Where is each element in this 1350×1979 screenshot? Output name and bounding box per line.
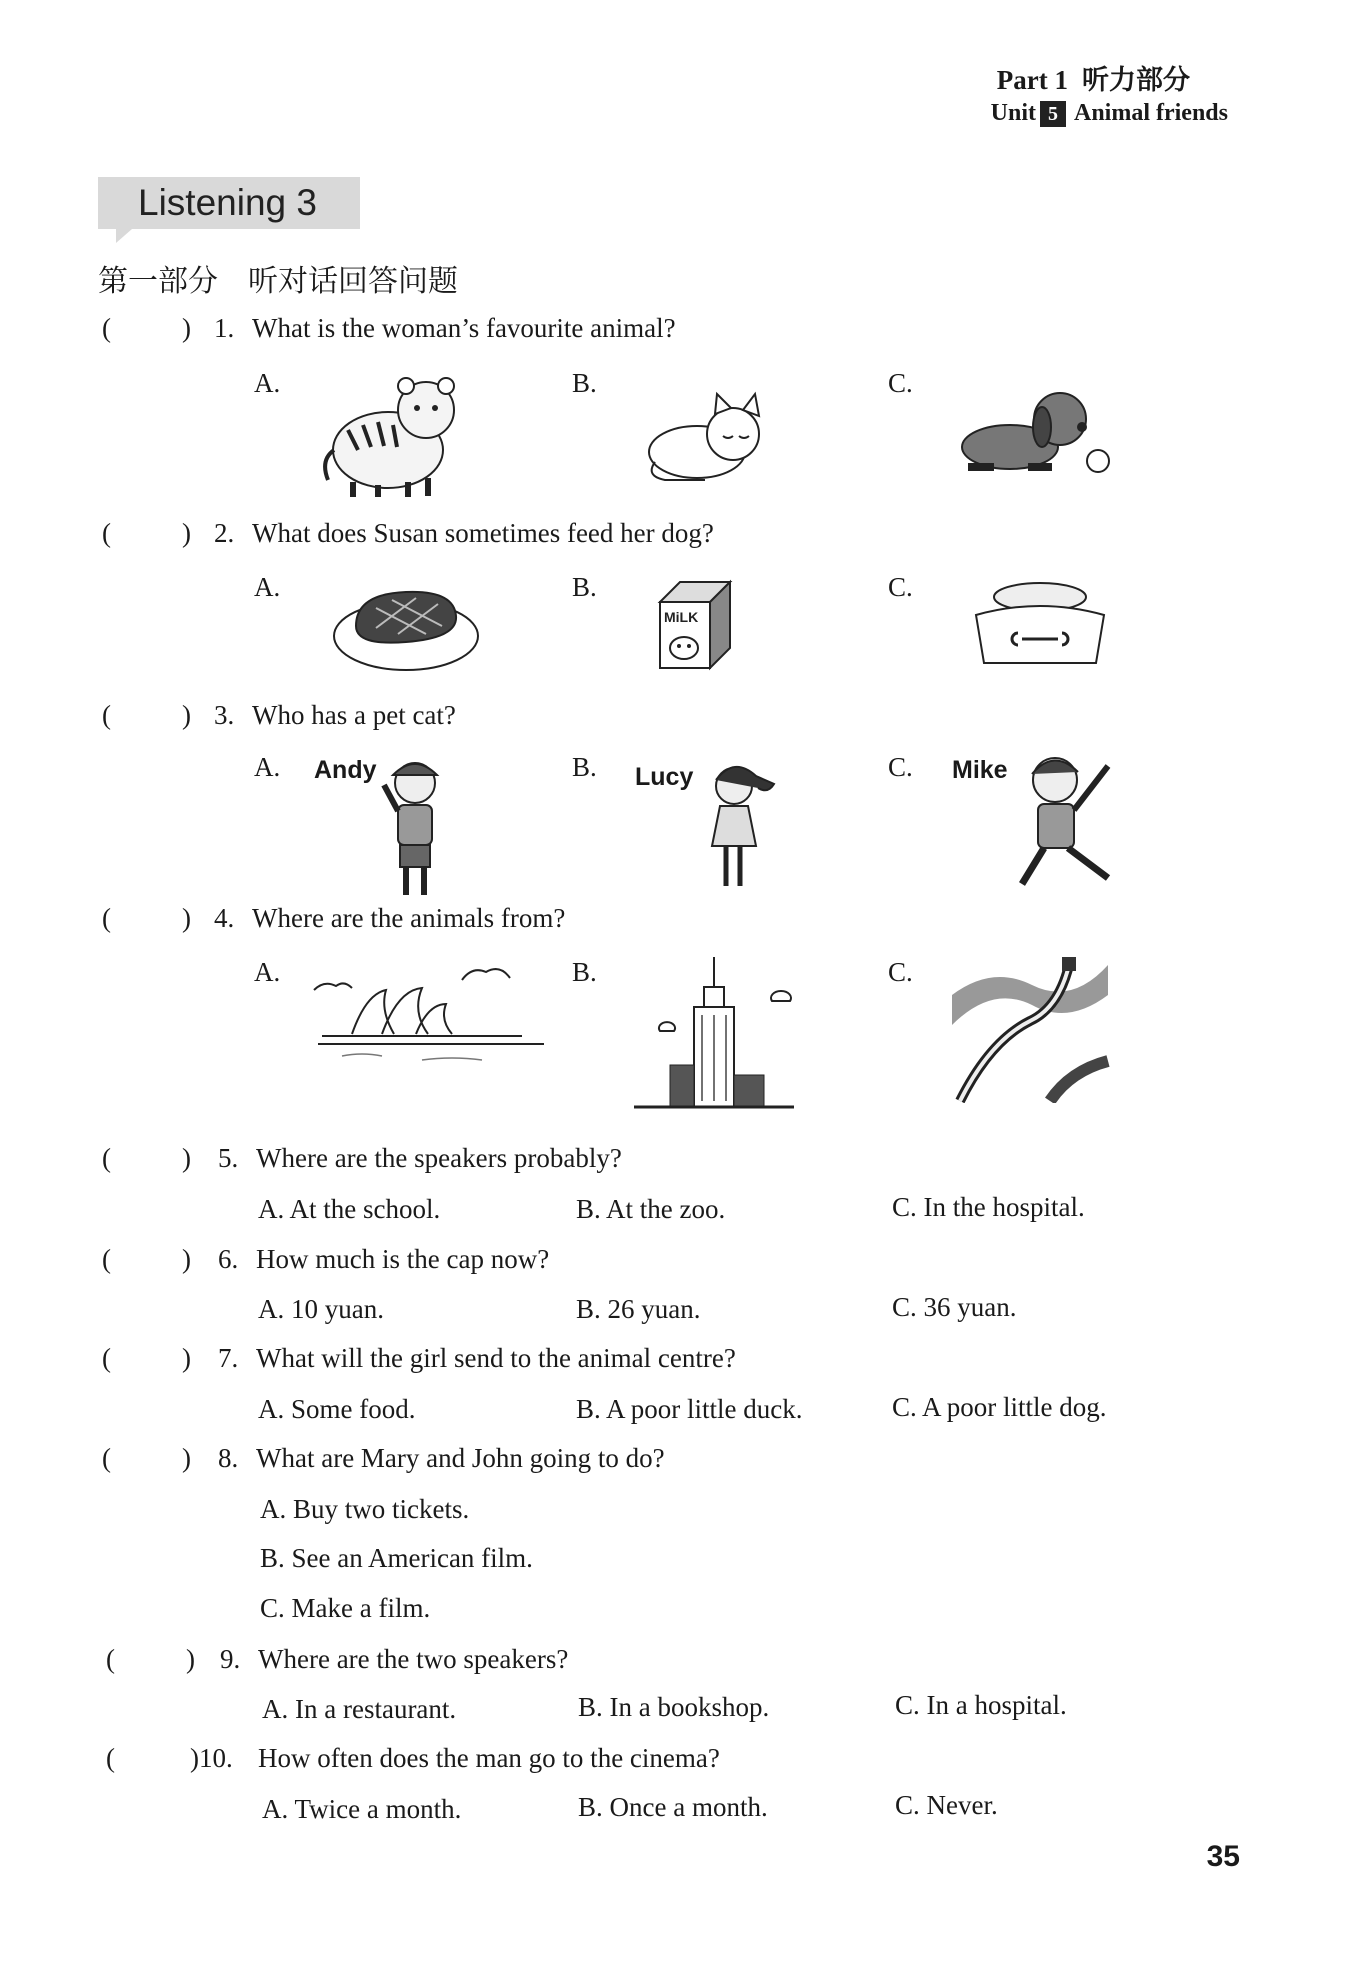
option-b-label[interactable]: B. [572,957,597,987]
option-c[interactable]: C. In the hospital. [892,1192,1085,1222]
question-number: 4. [214,903,235,933]
section-title: 第一部分 听对话回答问题 [98,264,458,299]
question-text: What does Susan sometimes feed her dog? [252,518,714,548]
answer-paren-close[interactable]: ) [186,1644,195,1674]
option-b[interactable]: B. See an American film. [260,1543,533,1573]
empire-state-building-icon[interactable] [630,955,800,1115]
answer-paren-close[interactable]: ) [182,700,191,730]
name-mike: Mike [952,756,1008,784]
question-text: Where are the two speakers? [258,1644,569,1674]
option-c[interactable]: C. In a hospital. [895,1690,1067,1720]
option-a-label[interactable]: A. [254,572,281,602]
svg-text:MiLK: MiLK [664,609,699,625]
question-text: Where are the speakers probably? [256,1143,622,1173]
part-label: Part 1 [996,65,1068,95]
question-text: Where are the animals from? [252,903,566,933]
option-b[interactable]: B. 26 yuan. [576,1294,701,1324]
option-a[interactable]: A. Twice a month. [262,1794,462,1824]
answer-paren-open[interactable]: ( [106,1743,115,1773]
listening-tag: Listening 3 [98,177,360,229]
unit-title: Animal friends [1073,100,1228,126]
answer-paren-open[interactable]: ( [102,1244,111,1274]
boy-andy-icon[interactable] [380,755,450,903]
option-a[interactable]: A. Some food. [258,1394,416,1424]
page-number: 35 [1206,1840,1240,1873]
steak-icon[interactable] [332,580,480,672]
question-text: Who has a pet cat? [252,700,456,730]
answer-paren-open[interactable]: ( [102,700,111,730]
option-a-label[interactable]: A. [254,957,281,987]
answer-paren-open[interactable]: ( [102,518,111,548]
tiger-icon[interactable] [318,370,468,500]
answer-paren-open[interactable]: ( [102,1443,111,1473]
option-a[interactable]: A. Buy two tickets. [260,1494,470,1524]
unit-heading [991,100,1228,127]
option-b[interactable]: B. At the zoo. [576,1194,726,1224]
boy-mike-icon[interactable] [1010,748,1125,898]
answer-paren-open[interactable]: ( [102,1343,111,1373]
question-number: 7. [218,1343,239,1373]
answer-paren-close[interactable]: ) [182,313,191,343]
answer-paren-open[interactable]: ( [102,313,111,343]
dog-icon[interactable] [950,385,1115,485]
answer-paren-close[interactable]: ) [182,1244,191,1274]
option-c[interactable]: C. Make a film. [260,1593,431,1623]
question-number: 2. [214,518,235,548]
name-andy: Andy [314,756,377,784]
question-number: 5. [218,1143,239,1173]
answer-paren-close[interactable]: ) [182,903,191,933]
answer-paren-close[interactable]: ) [182,1343,191,1373]
question-number: 1. [214,313,235,343]
option-c-label[interactable]: C. [888,572,913,602]
option-b[interactable]: B. A poor little duck. [576,1394,803,1424]
option-a[interactable]: A. In a restaurant. [262,1694,457,1724]
cat-icon[interactable] [645,390,770,485]
answer-paren-open[interactable]: ( [106,1644,115,1674]
answer-paren-open[interactable]: ( [102,903,111,933]
option-c[interactable]: C. Never. [895,1790,998,1820]
option-c-label[interactable]: C. [888,752,913,782]
part-label-cn: 听力部分 [1082,65,1190,96]
milk-carton-icon[interactable] [648,574,748,674]
option-a[interactable]: A. 10 yuan. [258,1294,384,1324]
girl-lucy-icon[interactable] [698,758,780,893]
great-wall-icon[interactable] [950,955,1110,1103]
question-text: What are Mary and John going to do? [256,1443,665,1473]
option-c[interactable]: C. A poor little dog. [892,1392,1107,1422]
option-a[interactable]: A. At the school. [258,1194,441,1224]
question-number: 8. [218,1443,239,1473]
option-b[interactable]: B. In a bookshop. [578,1692,770,1722]
name-lucy: Lucy [635,763,694,791]
dog-bowl-icon[interactable] [970,575,1110,670]
option-b-label[interactable]: B. [572,368,597,398]
option-b[interactable]: B. Once a month. [578,1792,768,1822]
answer-paren-close[interactable]: ) [182,1443,191,1473]
option-c-label[interactable]: C. [888,368,913,398]
option-a-label[interactable]: A. [254,368,281,398]
option-c-label[interactable]: C. [888,957,913,987]
unit-number-badge: 5 [1040,101,1066,127]
answer-paren-open[interactable]: ( [102,1143,111,1173]
option-b-label[interactable]: B. [572,752,597,782]
question-text: What is the woman’s favourite animal? [252,313,676,343]
option-c[interactable]: C. 36 yuan. [892,1292,1017,1322]
sydney-opera-house-icon[interactable] [312,960,552,1072]
question-text: What will the girl send to the animal centre? [256,1343,736,1373]
question-number: 9. [220,1644,241,1674]
question-number: 3. [214,700,235,730]
answer-paren-close[interactable]: ) [182,518,191,548]
option-b-label[interactable]: B. [572,572,597,602]
question-text: How much is the cap now? [256,1244,550,1274]
question-text: How often does the man go to the cinema? [258,1743,720,1773]
answer-paren-close[interactable]: ) [182,1143,191,1173]
question-number: 6. [218,1244,239,1274]
option-a-label[interactable]: A. [254,752,281,782]
question-number: )10. [190,1743,233,1773]
unit-word: Unit [990,100,1036,126]
part-heading [997,58,1190,97]
